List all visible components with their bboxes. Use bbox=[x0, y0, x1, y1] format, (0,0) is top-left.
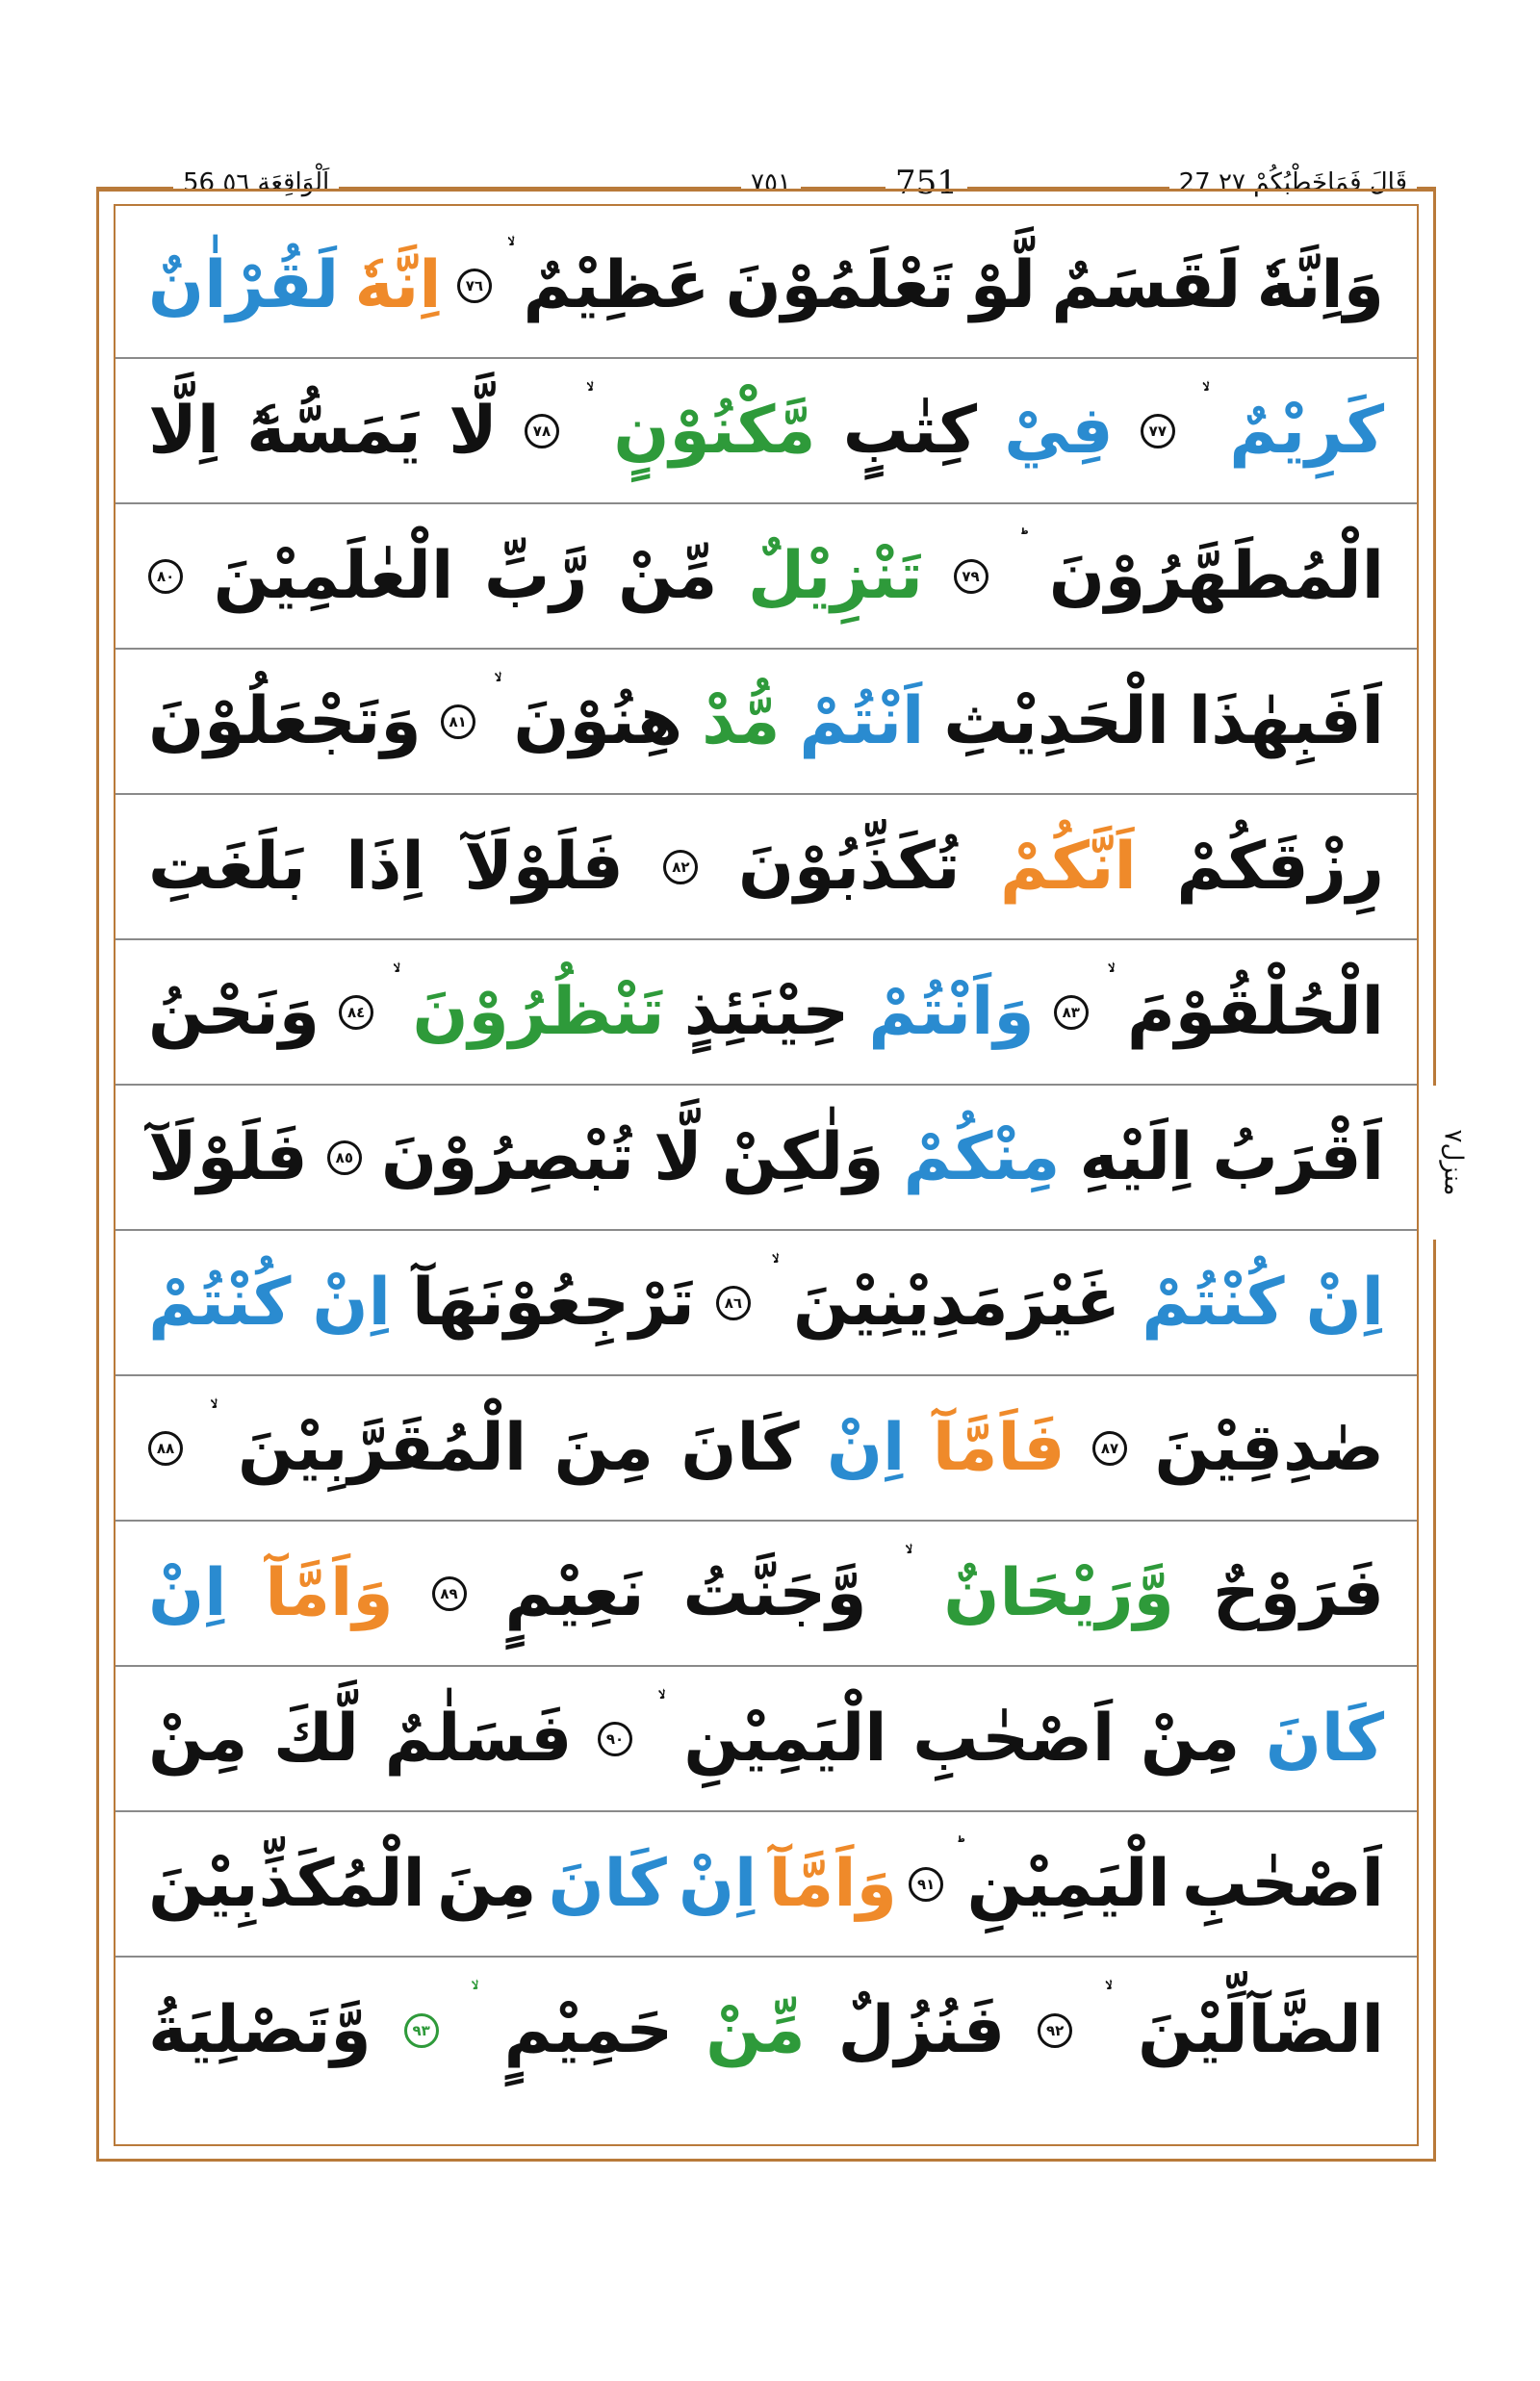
quran-word: تُكَذِّبُوْنَ bbox=[737, 828, 961, 905]
quran-word: لَقَسَمٌ bbox=[1051, 246, 1242, 323]
quran-word: وَاَمَّآ bbox=[768, 1845, 897, 1922]
quran-word: مِنْكُمْ bbox=[903, 1118, 1061, 1195]
quran-word: تَنْزِيْلٌ bbox=[748, 537, 923, 614]
quran-word: فِيْ bbox=[1004, 392, 1114, 469]
page-number: 751 bbox=[886, 162, 967, 204]
ayah-number-marker: ٧٩ bbox=[954, 559, 988, 594]
quran-word: وَتَجْعَلُوْنَ bbox=[148, 682, 422, 759]
ayah-number-marker: ٧٦ bbox=[457, 269, 492, 303]
manzil-label: منزل٧ bbox=[1438, 1129, 1468, 1196]
quran-word: صٰدِقِيْنَ bbox=[1154, 1409, 1384, 1486]
quran-word: وَّجَنَّتُ bbox=[682, 1554, 867, 1631]
quran-word: كِتٰبٍ bbox=[842, 392, 978, 469]
quran-word: اِنْ bbox=[312, 1264, 391, 1341]
quran-word: وَاِنَّهٗ bbox=[1256, 246, 1384, 323]
quran-word: غَيْرَمَدِيْنِيْنَ bbox=[792, 1264, 1121, 1341]
ayah-number-marker: ٩١ bbox=[909, 1867, 943, 1902]
text-line bbox=[116, 359, 1417, 504]
text-line bbox=[116, 1231, 1417, 1376]
ayah-number-marker: ٨٧ bbox=[1092, 1431, 1127, 1466]
text-line bbox=[116, 1376, 1417, 1522]
quran-word: مِنَ bbox=[553, 1409, 654, 1486]
ayah-number-marker: ٨٣ bbox=[1054, 995, 1089, 1030]
quran-word: مِنْ bbox=[1140, 1700, 1241, 1777]
quran-word: الْعٰلَمِيْنَ bbox=[213, 537, 454, 614]
quran-word: لَقُرْاٰنٌ bbox=[148, 246, 340, 323]
page-number-arabic: ٧٥١ bbox=[741, 162, 801, 204]
quran-word: فَلَوْلَآ bbox=[148, 1118, 308, 1195]
quran-word: كَرِيْمٌ bbox=[1229, 392, 1384, 469]
quran-word: مَّكْنُوْنٍ bbox=[613, 392, 816, 469]
quran-word: اَقْرَبُ bbox=[1212, 1118, 1384, 1195]
quran-word: كَانَ bbox=[1265, 1700, 1384, 1777]
ayah-number-marker: ٨٦ bbox=[716, 1286, 751, 1320]
quran-word: فَسَلٰمٌ bbox=[384, 1700, 573, 1777]
quran-word: مِّنْ bbox=[706, 1991, 806, 2068]
quran-word: كُنْتُمْ bbox=[1142, 1264, 1285, 1341]
ayah-number-marker: ٧٧ bbox=[1141, 414, 1175, 448]
quran-word: لَّا bbox=[654, 1118, 703, 1195]
ayah-number-marker: ٩٢ bbox=[1038, 2013, 1072, 2048]
quran-word: الضَّآلِّيْنَ bbox=[1138, 1991, 1384, 2068]
text-line bbox=[116, 1522, 1417, 1667]
ayah-number-marker: ٨٩ bbox=[432, 1576, 467, 1611]
manzil-note bbox=[1430, 1086, 1475, 1240]
quran-word: عَظِيْمٌ bbox=[523, 246, 710, 323]
text-line bbox=[116, 214, 1417, 359]
juz-label: 27 قَالَ فَمَاخَطْبُكُمْ ٢٧ bbox=[1169, 162, 1417, 204]
quran-word: مِنَ bbox=[437, 1845, 537, 1922]
quran-word: فَاَمَّآ bbox=[932, 1409, 1065, 1486]
quran-word: وَّتَصْلِيَةُ bbox=[148, 1991, 372, 2068]
quran-word: مِنْ bbox=[148, 1700, 248, 1777]
quran-word: هِنُوْنَ bbox=[513, 682, 683, 759]
quran-word: حِيْنَئِذٍ bbox=[683, 973, 850, 1050]
quran-word: حَمِيْمٍ bbox=[503, 1991, 674, 2068]
text-line bbox=[116, 1086, 1417, 1231]
quran-word: كَانَ bbox=[548, 1845, 667, 1922]
quran-word: اِذَا bbox=[346, 828, 424, 905]
quran-word: تَرْجِعُوْنَهَآ bbox=[411, 1264, 695, 1341]
quran-word: تَعْلَمُوْنَ bbox=[725, 246, 955, 323]
ayah-number-marker: ٧٨ bbox=[525, 414, 559, 448]
ayah-number-marker: ٨٠ bbox=[148, 559, 183, 594]
quran-word: تَنْظُرُوْنَ bbox=[412, 973, 665, 1050]
surah-label: 56 اَلْوَاقِعَة ٥٦ bbox=[173, 162, 339, 204]
quran-word: فَلَوْلَآ bbox=[464, 828, 624, 905]
text-line bbox=[116, 940, 1417, 1086]
quran-word: اَفَبِهٰذَا bbox=[1188, 682, 1384, 759]
quran-word: رَّبِّ bbox=[483, 537, 588, 614]
quran-word: وَاَمَّآ bbox=[265, 1554, 394, 1631]
ayah-number-marker: ٩٠ bbox=[598, 1722, 632, 1756]
quran-text-block bbox=[116, 206, 1417, 2144]
text-line bbox=[116, 795, 1417, 940]
quran-word: لَّكَ bbox=[273, 1700, 359, 1777]
quran-word: فَرَوْحٌ bbox=[1212, 1554, 1384, 1631]
text-line bbox=[116, 1958, 1417, 2103]
text-line bbox=[116, 1667, 1417, 1812]
quran-word: اَصْحٰبِ bbox=[1181, 1845, 1384, 1922]
ayah-number-marker: ٨٢ bbox=[663, 850, 698, 884]
quran-word: لَّا bbox=[449, 392, 498, 469]
quran-word: رِزْقَكُمْ bbox=[1176, 828, 1384, 905]
quran-word: الْمُكَذِّبِيْنَ bbox=[148, 1845, 425, 1922]
quran-word: وَنَحْنُ bbox=[148, 973, 321, 1050]
quran-word: اِلَيْهِ bbox=[1079, 1118, 1194, 1195]
text-line bbox=[116, 650, 1417, 795]
ayah-number-marker: ٨٨ bbox=[148, 1431, 183, 1466]
quran-word: اَنْتُمْ bbox=[799, 682, 925, 759]
quran-word: اَنَّكُمْ bbox=[1000, 828, 1137, 905]
ayah-number-marker: ٩٣ bbox=[404, 2013, 439, 2048]
ayah-number-marker: ٨٥ bbox=[327, 1140, 362, 1175]
quran-word: مُّدْ bbox=[702, 682, 781, 759]
quran-word: وَلٰكِنْ bbox=[721, 1118, 885, 1195]
quran-word: يَمَسُّهٗٓ bbox=[246, 392, 422, 469]
quran-word: اِنَّهٗ bbox=[354, 246, 442, 323]
quran-word: اِنْ bbox=[679, 1845, 757, 1922]
quran-word: وَّرَيْحَانٌ bbox=[943, 1554, 1174, 1631]
quran-word: اَصْحٰبِ bbox=[912, 1700, 1116, 1777]
quran-word: الْحَدِيْثِ bbox=[943, 682, 1169, 759]
quran-word: اِنْ bbox=[1305, 1264, 1384, 1341]
ayah-number-marker: ٨٤ bbox=[339, 995, 373, 1030]
quran-word: الْمُقَرَّبِيْنَ bbox=[237, 1409, 527, 1486]
quran-word: كُنْتُمْ bbox=[148, 1264, 292, 1341]
quran-word: اِلَّا bbox=[148, 392, 220, 469]
quran-word: الْحُلْقُوْمَ bbox=[1126, 973, 1384, 1050]
text-line bbox=[116, 1812, 1417, 1958]
quran-word: الْمُطَهَّرُوْنَ bbox=[1048, 537, 1384, 614]
quran-word: اِنْ bbox=[827, 1409, 906, 1486]
quran-word: تُبْصِرُوْنَ bbox=[381, 1118, 634, 1195]
quran-word: كَانَ bbox=[680, 1409, 800, 1486]
text-line bbox=[116, 504, 1417, 650]
quran-word: اِنْ bbox=[148, 1554, 227, 1631]
quran-word: الْيَمِيْنِ bbox=[966, 1845, 1170, 1922]
quran-word: مِّنْ bbox=[618, 537, 718, 614]
quran-word: وَاَنْتُمْ bbox=[868, 973, 1035, 1050]
quran-word: لَّوْ bbox=[969, 246, 1037, 323]
quran-word: فَنُزُلٌ bbox=[837, 1991, 1006, 2068]
quran-word: الْيَمِيْنِ bbox=[683, 1700, 887, 1777]
quran-word: نَعِيْمٍ bbox=[504, 1554, 645, 1631]
ayah-number-marker: ٨١ bbox=[441, 704, 475, 739]
quran-word: بَلَغَتِ bbox=[148, 828, 306, 905]
